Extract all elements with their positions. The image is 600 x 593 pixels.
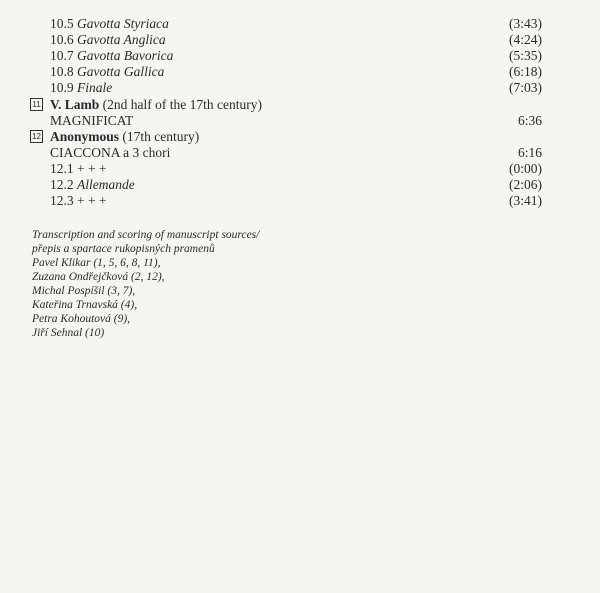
credits-line: Kateřina Trnavská (4), (32, 299, 138, 311)
track-time: (6:18) (509, 64, 542, 79)
track-time: 6:16 (517, 145, 542, 160)
credits-line: Pavel Klikar (1, 5, 6, 8, 11), (32, 257, 161, 269)
work-title: MAGNIFICAT (50, 113, 134, 128)
composer-line (50, 97, 542, 113)
credits-line: Petra Kohoutová (9), (32, 313, 131, 325)
composer-name: Anonymous (50, 129, 120, 144)
track-title: Gavotta Anglica (77, 32, 166, 47)
track-time: 6:36 (517, 113, 542, 128)
credits-line: Transcription and scoring of manuscript sources/ (32, 229, 260, 241)
track-title: Gavotta Styriaca (77, 16, 169, 31)
track-time: (0:00) (509, 161, 542, 176)
track-title: Allemande (77, 177, 135, 192)
track-number: 10.5 (50, 16, 74, 31)
track-title: + + + (77, 193, 107, 208)
track-row (50, 32, 542, 48)
work-row (50, 113, 542, 129)
track-title: Finale (77, 80, 113, 95)
work-row (50, 145, 542, 161)
composer-note: (17th century) (122, 129, 200, 144)
track-number: 10.6 (50, 32, 74, 47)
transcription-credits (32, 228, 352, 340)
track-time: (5:35) (509, 48, 542, 63)
credits-line: přepis a spartace rukopisných pramenů (32, 243, 215, 255)
track-time: (2:06) (509, 177, 542, 192)
composer-note: (2nd half of the 17th century) (102, 97, 262, 112)
track-row (50, 177, 542, 193)
track-title: Gavotta Gallica (77, 64, 165, 79)
track-number: 12.1 (50, 161, 74, 176)
credits-line: Michal Pospíšil (3, 7), (32, 285, 136, 297)
track-number-box: 12 (30, 130, 43, 143)
track-time: (7:03) (509, 80, 542, 95)
work-title: CIACCONA a 3 chori (50, 145, 171, 160)
track-row (50, 80, 542, 96)
track-number-box: 11 (30, 98, 43, 111)
track-row (50, 64, 542, 80)
track-number: 10.9 (50, 80, 74, 95)
track-time: (3:41) (509, 193, 542, 208)
track-row (50, 161, 542, 177)
track-row (50, 193, 542, 209)
track-row (50, 48, 542, 64)
track-number: 12.2 (50, 177, 74, 192)
track-title: + + + (77, 161, 107, 176)
credits-line: Zuzana Ondřejčková (2, 12), (32, 271, 165, 283)
track-row (50, 16, 542, 32)
composer-line (50, 129, 542, 145)
track-number: 10.7 (50, 48, 74, 63)
composer-name: V. Lamb (50, 97, 100, 112)
track-time: (4:24) (509, 32, 542, 47)
track-number: 10.8 (50, 64, 74, 79)
track-title: Gavotta Bavorica (77, 48, 174, 63)
track-time: (3:43) (509, 16, 542, 31)
track-number: 12.3 (50, 193, 74, 208)
credits-line: Jiří Sehnal (10) (32, 327, 105, 339)
